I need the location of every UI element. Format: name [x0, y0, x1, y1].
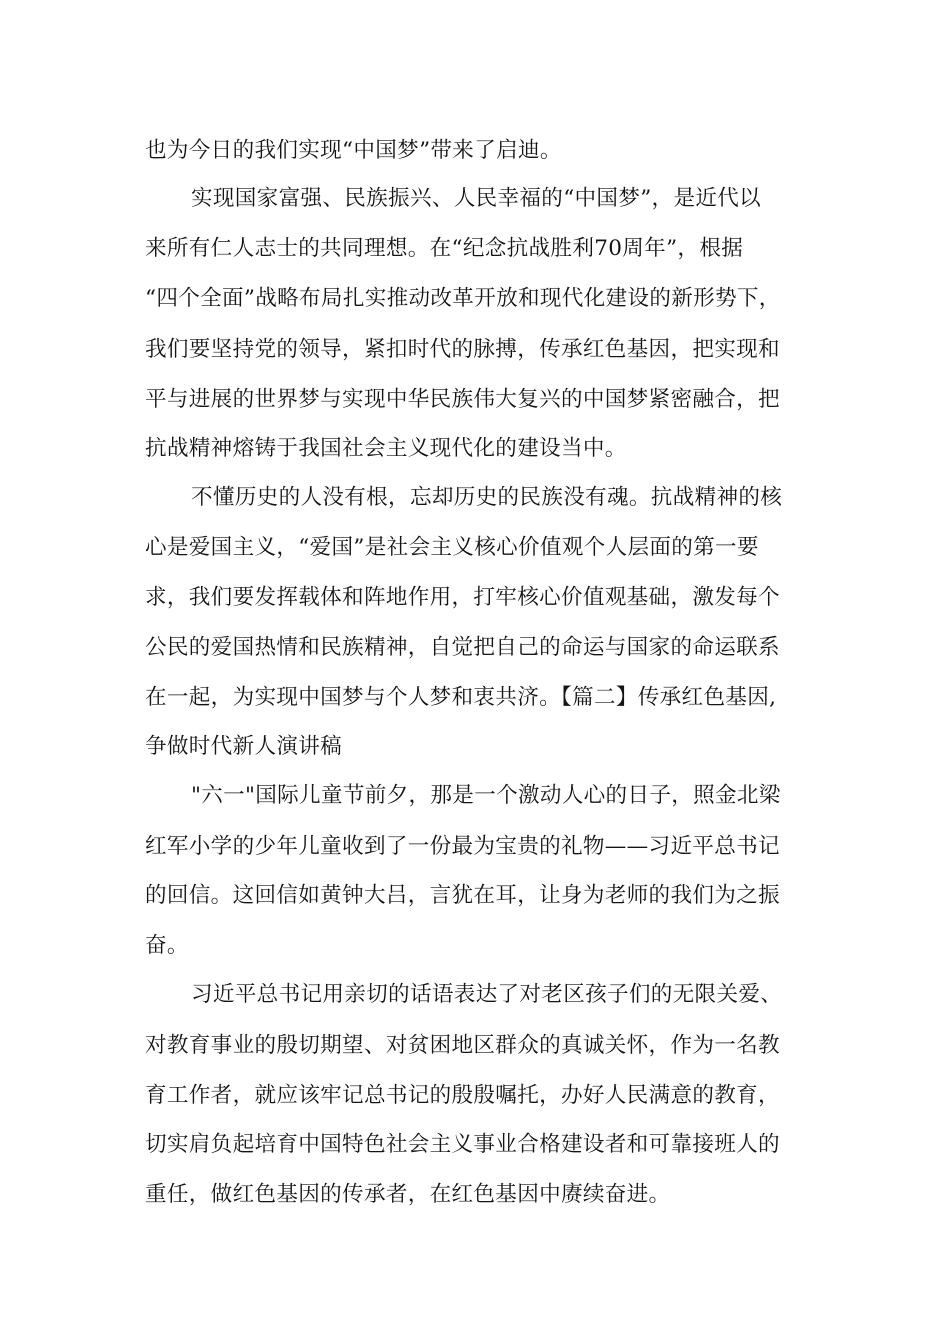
text-line: 育工作者，就应该牢记总书记的殷殷嘱托，办好人民满意的教育，: [145, 1083, 780, 1108]
text-line: 平与进展的世界梦与实现中华民族伟大复兴的中国梦紧密融合，把: [145, 387, 780, 412]
text-line: 抗战精神熔铸于我国社会主义现代化的建设当中。: [145, 436, 627, 461]
text-line: 争做时代新人演讲稿: [145, 734, 343, 759]
text-line: 在一起，为实现中国梦与个人梦和衷共济。【篇二】传承红色基因,: [145, 685, 777, 710]
text-line: “四个全面”战略布局扎实推动改革开放和现代化建设的新形势下，: [145, 286, 781, 311]
text-line: 心是爱国主义，“爱国”是社会主义核心价值观个人层面的第一要: [145, 535, 759, 560]
text-line: 习近平总书记用亲切的话语表达了对老区孩子们的无限关爱、: [191, 982, 783, 1007]
text-line: 重任，做红色基因的传承者，在红色基因中赓续奋进。: [145, 1182, 671, 1207]
text-line: 公民的爱国热情和民族精神，自觉把自己的命运与国家的命运联系: [145, 635, 780, 660]
text-line: 的回信。这回信如黄钟大吕，言犹在耳，让身为老师的我们为之振: [145, 883, 780, 908]
text-line: 奋。: [145, 933, 189, 958]
text-line: 不懂历史的人没有根，忘却历史的民族没有魂。抗战精神的核: [191, 485, 783, 510]
text-line: 我们要坚持党的领导，紧扣时代的脉搏，传承红色基因，把实现和: [145, 337, 780, 362]
text-line: 来所有仁人志士的共同理想。在“纪念抗战胜利70周年”，根据: [145, 236, 744, 261]
text-line: 对教育事业的殷切期望、对贫困地区群众的真诚关怀，作为一名教: [145, 1033, 780, 1058]
text-line: 切实肩负起培育中国特色社会主义事业合格建设者和可靠接班人的: [145, 1132, 780, 1157]
text-line: 也为今日的我们实现“中国梦”带来了启迪。: [145, 138, 562, 163]
text-line: 求，我们要发挥载体和阵地作用，打牢核心价值观基础，激发每个: [145, 585, 780, 610]
text-line: 实现国家富强、民族振兴、人民幸福的“中国梦”，是近代以: [191, 186, 762, 211]
text-line: "六一"国际儿童节前夕，那是一个激动人心的日子，照金北梁: [191, 783, 781, 808]
text-line: 红军小学的少年儿童收到了一份最为宝贵的礼物——习近平总书记: [145, 834, 780, 859]
